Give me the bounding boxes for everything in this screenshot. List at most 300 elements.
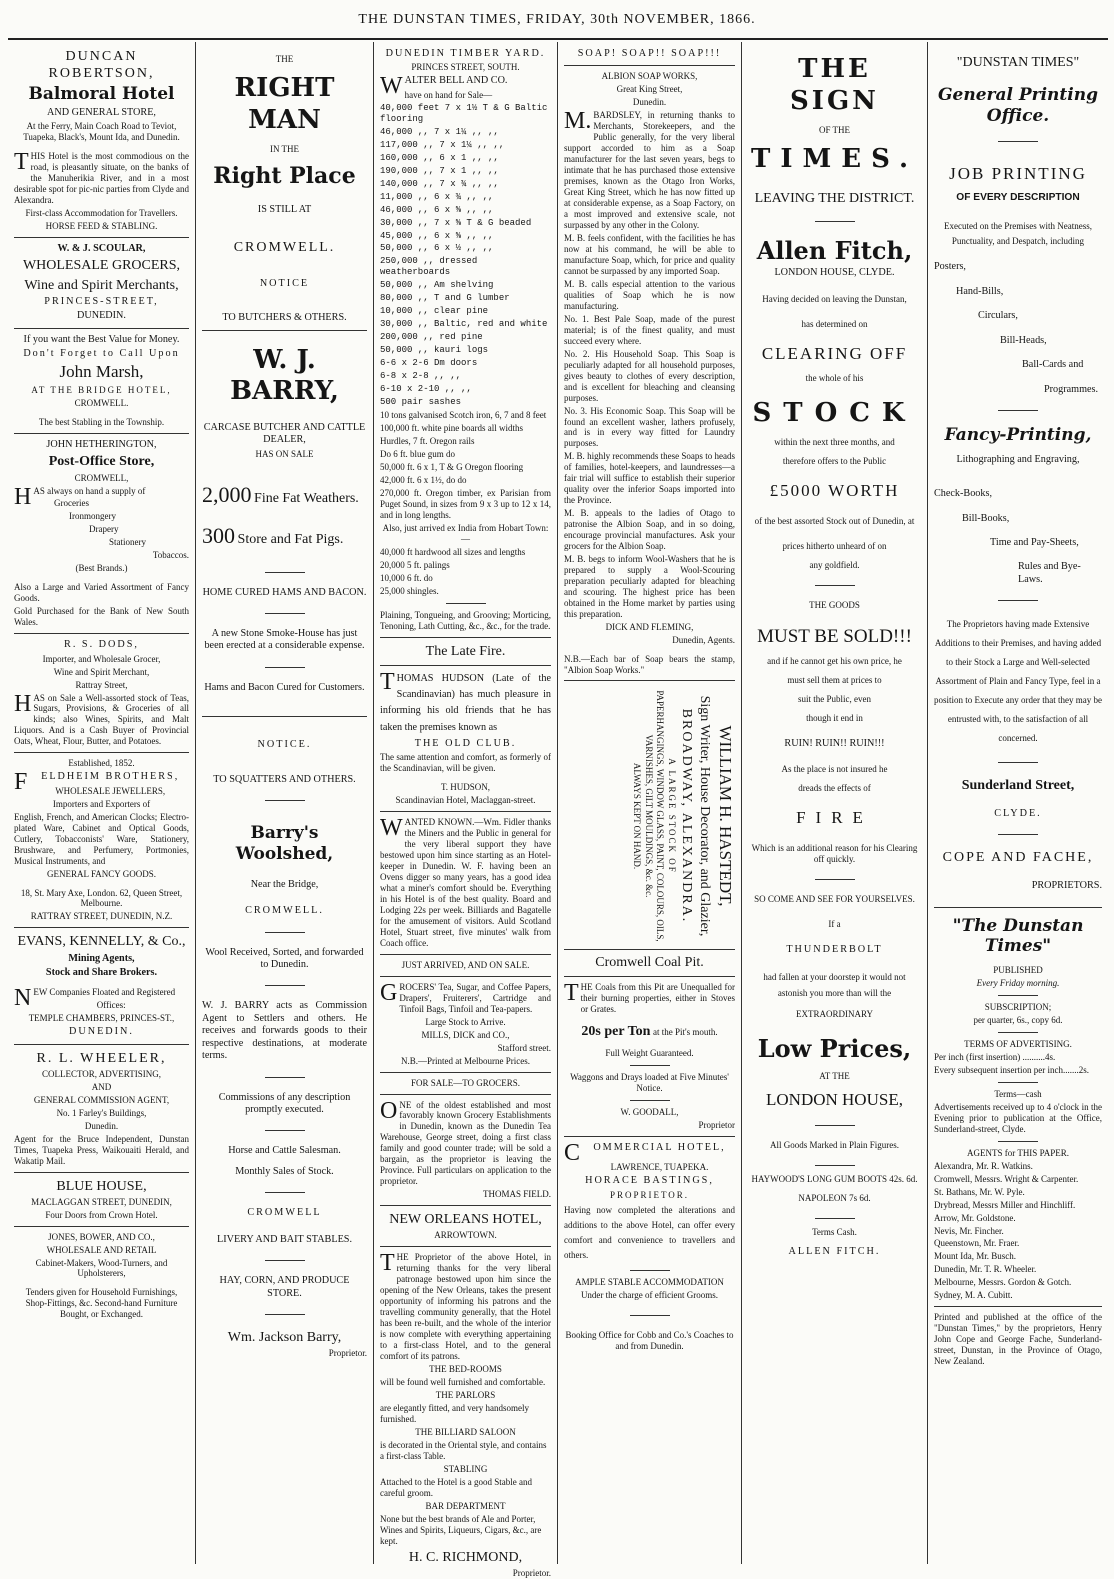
ad-line: RUIN! RUIN!! RUIN!!! (784, 737, 885, 749)
ad-heading: Balmoral Hotel (28, 84, 175, 105)
ad-soap (564, 48, 735, 676)
ad-subheading: BAR DEPARTMENT (425, 1500, 506, 1511)
ad-line: Large Stock to Arrive. (425, 1016, 506, 1027)
ad-line: AT THE BRIDGE HOTEL, (31, 385, 172, 396)
ad-line: Per inch (first insertion) ..........4s. (934, 1051, 1056, 1062)
column-4 (558, 42, 742, 1564)
ad-body: Hams and Bacon Cured for Customers. (204, 681, 365, 693)
list-item: Hand-Bills, (956, 285, 1004, 297)
ad-line: AND GENERAL STORE, (47, 106, 156, 118)
ad-line: Monthly Sales of Stock. (235, 1165, 334, 1177)
item: Store and Fat Pigs. (237, 531, 344, 547)
ad-line: PRINCES STREET, SOUTH. (411, 62, 520, 73)
ad-body: Do 6 ft. blue gum do (380, 448, 455, 459)
ad-item: Drapery (89, 524, 119, 535)
ad-body: English, French, and American Clocks; Electro-plated Ware, Cabinet and Optical Goods, Cutlery, Tobacconists' Ware, Stationery, Brushware, and Perfumery, Portmonies, Musical Instruments, and (14, 811, 189, 866)
ad-line: CROMWELL. (74, 398, 129, 409)
list-item: 46,000 ,, 6 x ⅝ ,, ,, (380, 204, 494, 215)
ad-body: Agent for the Bruce Independent, Dunstan Times, Tuapeka Press, Waikouaiti Herald, and Wakatip Mail. (14, 1133, 189, 1166)
ad-line: though it end in (806, 712, 863, 723)
column-rule (14, 237, 189, 238)
ad-heading: SOAP! SOAP!! SOAP!!! (577, 48, 722, 59)
ad-line: WHOLESALE AND RETAIL (46, 1244, 157, 1255)
list-item: 6-10 x 2-10 ,, ,, (380, 384, 472, 395)
ad-heading: THE SIGN (790, 54, 879, 116)
ad-body: Advertisements received up to 4 o'clock in the Evening prior to publication at the Office, Sunderland-street, Clyde. (934, 1101, 1102, 1134)
ad-line: (Best Brands.) (75, 563, 128, 574)
ad-line: CLYDE. (994, 807, 1042, 819)
list-item: Nevis, Mr. Fincher. (934, 1225, 1004, 1236)
list-item: 190,000 ,, 7 x 1 ,, ,, (380, 165, 499, 176)
ad-line: LEAVING THE DISTRICT. (754, 191, 915, 207)
list-item: 40,000 feet 7 x 1½ T & G Baltic flooring (380, 102, 548, 124)
ad-line: within the next three months, and (774, 437, 895, 448)
ad-line: N.B.—Printed at Melbourne Prices. (401, 1055, 530, 1066)
quantity: 2,000 (202, 481, 252, 507)
short-rule (265, 613, 305, 614)
short-rule (265, 1314, 305, 1315)
print-items (934, 261, 1102, 396)
ad-line: Horse and Cattle Salesman. (228, 1145, 341, 1157)
ad-line: The best Stabling in the Township. (38, 417, 165, 428)
ad-late-fire (380, 643, 551, 807)
book-items (934, 488, 1102, 586)
ad-heading: COMMERCIAL HOTEL, (564, 1139, 726, 1166)
ad-commercial (564, 1139, 735, 1352)
ad-line: Terms—cash (994, 1088, 1042, 1099)
ad-name: WILLIAM H. HASTEDT, (716, 725, 735, 907)
short-rule (815, 221, 855, 222)
column-rule (14, 1044, 189, 1045)
ad-line (202, 482, 367, 509)
ad-heading: £5000 WORTH (769, 481, 900, 501)
ad-line: prices hitherto unheard of on (782, 540, 887, 551)
ad-line: RATTRAY STREET, DUNEDIN, N.Z. (30, 911, 173, 922)
list-item: 117,000 ,, 7 x 1¼ ,, ,, (380, 139, 505, 150)
ad-name: John Marsh, (59, 362, 144, 382)
short-rule (998, 1141, 1038, 1142)
ad-line: AMPLE STABLE ACCOMMODATION (575, 1276, 724, 1287)
ad-line: Importer, and Wholesale Grocer, (42, 653, 161, 664)
ad-heading: JUST ARRIVED, AND ON SALE. (401, 959, 530, 970)
ad-line: Every subsequent insertion per inch.......2s. (934, 1064, 1089, 1075)
ad-body: None but the best brands of Ale and Porter, Wines and Spirits, Liqueurs, Cigars, &c., are kept. (380, 1513, 542, 1546)
ad-signature: T. HUDSON, (440, 782, 491, 793)
ad-line: COPE AND FACHE, (942, 850, 1094, 866)
ad-line: Proprietor. (512, 1567, 551, 1578)
ad-line: Dunedin, Agents. (672, 634, 735, 645)
ad-heading: The Late Fire. (425, 643, 506, 659)
ad-signature: W. GOODALL, (620, 1106, 679, 1117)
price-note: at the Pit's mouth. (652, 1026, 718, 1037)
ad-line: Established, 1852. (68, 758, 135, 769)
ad-line: have on hand for Sale— (404, 89, 493, 100)
ad-just-arrived (380, 960, 551, 1067)
list-item: Programmes. (1044, 383, 1099, 395)
ad-heading: Low Prices, (757, 1033, 912, 1063)
ad-line: Every Friday morning. (976, 978, 1060, 988)
short-rule (815, 1218, 855, 1219)
ad-for-sale (380, 1078, 551, 1201)
ad-name: HORACE BASTINGS, (585, 1175, 714, 1187)
list-item: Bill-Heads, (1000, 334, 1047, 346)
ad-heading: Post-Office Store, (48, 454, 155, 470)
ad-line: Full Weight Guaranteed. (605, 1047, 694, 1058)
ad-line: WHOLESALE GROCERS, (22, 258, 181, 274)
list-item: Melbourne, Messrs. Gordon & Gotch. (934, 1277, 1072, 1288)
ad-line: Offices: (96, 1000, 126, 1011)
list-item: Arrow, Mr. Goldstone. (934, 1212, 1016, 1223)
ad-body: had fallen at your doorstep it would not astonish you more than will the (763, 972, 906, 998)
ad-heading: THUNDERBOLT (786, 943, 883, 955)
ad-name: W. J. BARRY, (230, 344, 339, 407)
column-rule (934, 1306, 1102, 1307)
ad-line: LAWRENCE, TUAPEKA. (610, 1162, 709, 1173)
ad-heading: DUNEDIN TIMBER YARD. (385, 48, 546, 59)
ad-subheading: THE BED-ROOMS (429, 1363, 502, 1374)
short-rule (630, 1270, 670, 1271)
column-rule (380, 1205, 551, 1206)
ad-timber (380, 48, 551, 632)
columns (8, 42, 1108, 1578)
ad-line: CROMWELL. (245, 905, 324, 917)
ad-body: 100,000 ft. white pine boards all widths (380, 423, 523, 434)
ad-line: SO COME AND SEE FOR YOURSELVES. (754, 893, 915, 904)
ad-body: Plaining, Tongueing, and Grooving; Morticing, Tenoning, Lath Cutting, &c., &c., for the trade. (380, 609, 551, 631)
ad-line: ALBION SOAP WORKS, (601, 71, 698, 82)
masthead: THE DUNSTAN TIMES, FRIDAY, 30th NOVEMBER, 1866. (358, 12, 756, 27)
ad-line: If a (828, 918, 841, 929)
ad-heading: FOR SALE—TO GROCERS. (410, 1077, 521, 1088)
ad-line: First-class Accommodation for Travellers. (25, 208, 178, 219)
ad-body: 10,000 6 ft. do (380, 572, 433, 583)
ad-signature: ALLEN FITCH. (788, 1245, 881, 1257)
ad-line: DUNEDIN. (77, 310, 126, 322)
column-rule (202, 330, 367, 331)
ad-line: Wine and Spirit Merchant, (53, 666, 150, 677)
ad-line: PRINCES-STREET, (44, 295, 159, 307)
ad-line: THE OLD CLUB. (414, 737, 517, 749)
ad-line: must sell them at prices to (787, 674, 882, 685)
ad-line: CARCASE BUTCHER AND CATTLE DEALER, (203, 422, 366, 446)
ad-line: MACLAGGAN STREET, DUNEDIN, (31, 1196, 172, 1207)
ad-line: GENERAL FANCY GOODS. (47, 868, 156, 879)
ad-name: R. L. WHEELER, (36, 1050, 167, 1066)
ad-line: of the best assorted Stock out of Dunedin, at (754, 515, 915, 526)
ad-line: HOME CURED HAMS AND BACON. (202, 586, 367, 598)
ad-wanted-known: WANTED KNOWN.—Wm. Fidler thanks the Miners and the Public in general for the very liberal support they have bestowed upon him since starting as an Hotel-keeper in Dunedin. W. F. having been an Ovens digger so many years, has a good idea what a miner's comfort should be. Everything in his Hotel is of the best quality. Board and Lodging 22s per week. Billiards and Bagatelle for the amusement of visitors. Auld Scotland Hotel, Stuart street, five minutes' walk from Coach office. (380, 815, 551, 948)
column-rule (14, 927, 189, 928)
short-rule (998, 600, 1038, 601)
ad-body: Which is an additional reason for his Clearing off quickly. (751, 842, 918, 864)
ad-body: M. B. calls especial attention to the various qualities of Soap which he is now manufacturing. (564, 278, 735, 311)
ad-line: PROPRIETOR. (609, 1189, 690, 1200)
ad-line: Having decided on leaving the Dunstan, (762, 293, 907, 304)
short-rule (815, 879, 855, 880)
ad-line: Dunedin. (84, 1120, 119, 1131)
ad-line: No. 1 Farley's Buildings, (56, 1107, 147, 1118)
ad-name: BLUE HOUSE, (56, 1178, 147, 1194)
ad-line: Wine and Spirit Merchants, (24, 277, 179, 293)
ad-line: Mining Agents, (68, 952, 135, 964)
list-item: Drybread, Messrs Miller and Hinchliff. (934, 1199, 1076, 1210)
ad-line (564, 1023, 735, 1040)
column-rule (564, 1136, 735, 1137)
list-item: 80,000 ,, T and G lumber (380, 293, 510, 304)
ad-line: LIVERY AND BAIT STABLES. (216, 1233, 353, 1245)
ad-body: 20,000 5 ft. palings (380, 559, 450, 570)
ad-line: CROMWELL. (233, 239, 336, 255)
short-rule (630, 1100, 670, 1101)
ad-body: THE Coals from this Pit are Unequalled for their burning properties, either in Stoves or Grates. (564, 979, 735, 1014)
short-rule (998, 1032, 1038, 1033)
short-rule (265, 1192, 305, 1193)
list-item: 500 pair sashes (380, 397, 462, 408)
short-rule (998, 762, 1038, 763)
ad-line: ARROWTOWN. (434, 1230, 497, 1241)
ad-item: Tobaccos. (152, 550, 189, 561)
ad-line: DUNEDIN. (69, 1026, 134, 1038)
ad-body: Booking Office for Cobb and Co.'s Coaches to and from Dunedin. (565, 1329, 734, 1351)
ad-hastedt (564, 680, 735, 950)
ad-scoular (14, 243, 189, 322)
ad-body: N.B.—Each bar of Soap bears the stamp, "Albion Soap Works." (564, 653, 735, 675)
list-item: 6-8 x 2-8 ,, ,, (380, 371, 462, 382)
ad-name: WALTER BELL AND CO. (380, 73, 508, 100)
ad-line: If you want the Best Value for Money. (23, 333, 180, 345)
column-1 (8, 42, 196, 1564)
ad-line: NOTICE. (257, 739, 312, 751)
ad-line (202, 523, 367, 550)
list-item: Rules and Bye-Laws. (1018, 561, 1081, 585)
ad-body: NEW Companies Floated and Registered (14, 985, 176, 1012)
ad-line: HAS ON SALE (255, 448, 314, 459)
ad-line: PUBLISHED (993, 965, 1043, 976)
ad-line: THE GOODS (809, 599, 860, 610)
column-rule (380, 665, 551, 666)
short-rule (630, 1065, 670, 1066)
item: Fine Fat Weathers. (254, 490, 359, 506)
ad-item: Stationery (109, 537, 146, 548)
list-item: 250,000 ,, dressed weatherboards (380, 256, 478, 278)
short-rule (815, 1125, 855, 1126)
ad-line: All Goods Marked in Plain Figures. (770, 1139, 899, 1150)
ad-line: CROMWELL, (74, 472, 129, 483)
ad-heading: Cromwell Coal Pit. (595, 954, 704, 970)
ad-line: Stock and Share Brokers. (45, 966, 158, 978)
ad-name: FELDHEIM BROTHERS, (14, 769, 180, 796)
ad-body: 50,000 ft. 6 x 1, T & G Oregon flooring (380, 461, 524, 472)
ad-robertson (14, 48, 189, 232)
ad-body: Gold Purchased for the Bank of New South Wales. (14, 606, 189, 628)
list-item: 45,000 ,, 6 x ⅝ ,, ,, (380, 230, 494, 241)
ad-line: HAYWOOD'S LONG GUM BOOTS 42s. 6d. (751, 1173, 918, 1184)
ad-line: and if he cannot get his own price, he (767, 655, 902, 666)
ad-hetherington (14, 439, 189, 628)
ad-line: Rattray Street, (75, 679, 128, 690)
ad-heading: LONDON HOUSE, (766, 1090, 903, 1110)
short-rule (265, 667, 305, 668)
ad-wheeler (14, 1050, 189, 1167)
ad-line: Near the Bridge, (250, 878, 319, 890)
masthead-rule (8, 38, 1108, 40)
ad-body: M. B. highly recommends these Soaps to heads of families, hotel-keepers, and laundresses—a fair trial will suffice to establish their superior quality over the inferior Soaps imported into the Province. (564, 451, 735, 506)
ad-heading: General Printing Office. (938, 85, 1098, 126)
ad-heading: "The Dunstan Times" (952, 915, 1084, 957)
ad-line: dreads the effects of (798, 783, 871, 794)
list-item: Bill-Books, (962, 512, 1010, 524)
short-rule (998, 1082, 1038, 1083)
column-6 (928, 42, 1108, 1564)
list-item: Posters, (934, 261, 966, 273)
list-item: 6-6 x 2-6 Dm doors (380, 358, 478, 369)
short-rule (265, 1260, 305, 1261)
ad-line: GENERAL COMMISSION AGENT, (33, 1094, 170, 1105)
list-item: 50,000 ,, Am shelving (380, 280, 494, 291)
ad-line: IN THE (269, 144, 300, 155)
ad-line: therefore offers to the Public (782, 456, 887, 467)
ad-bluehouse (14, 1178, 189, 1221)
column-rule (380, 1072, 551, 1073)
ad-line: per quarter, 6s., copy 6d. (973, 1014, 1063, 1025)
ad-line: IS STILL AT (257, 204, 312, 216)
ad-line: Proprietor (698, 1119, 735, 1130)
ad-heading: Fancy-Printing, (944, 424, 1092, 445)
ad-line: Scandinavian Hotel, Maclaggan-street. (395, 795, 536, 806)
column-rule (380, 1246, 551, 1247)
column-rule (934, 907, 1102, 908)
ad-line: WHOLESALE JEWELLERS, (55, 785, 166, 796)
ad-line: Sunderland Street, (961, 777, 1075, 793)
ad-heading: JOB PRINTING (949, 163, 1087, 183)
ad-coal (564, 954, 735, 1131)
ad-heading: Barry's Woolshed, (235, 823, 334, 864)
ad-signature: THOMAS FIELD. (482, 1189, 551, 1200)
ad-line: TO SQUATTERS AND OTHERS. (213, 773, 356, 785)
list-item: Ball-Cards and (1022, 359, 1084, 371)
ad-body: The Proprietors having made Extensive Additions to their Premises, and having added to their Stock a Large and Well-selected Assortment of Plain and Fancy Type, feel in a position to Execute any order that they may be entrusted with, to the satisfaction of all concerned. (934, 619, 1102, 743)
column-3 (374, 42, 558, 1578)
ad-line: Great King Street, (616, 84, 683, 95)
ad-line: ALWAYS KEPT ON HAND. (632, 762, 643, 869)
list-item: 50,000 ,, kauri logs (380, 345, 489, 356)
ad-line: Importers and Exporters of (52, 798, 151, 809)
column-rule (14, 752, 189, 753)
ad-body: Hurdles, 7 ft. Oregon rails (380, 436, 475, 446)
rotated-block (564, 685, 736, 947)
ad-signature: DICK AND FLEMING, (605, 621, 694, 632)
ad-name: JOHN HETHERINGTON, (46, 439, 157, 451)
list-item: Check-Books, (934, 488, 993, 500)
ad-line: Stafford street. (497, 1042, 551, 1053)
column-rule (380, 811, 551, 812)
timber-list (380, 103, 551, 408)
list-item: 11,000 ,, 6 x ¾ ,, ,, (380, 191, 494, 202)
ad-body: No. 1. Best Pale Soap, made of the purest material; is of the finest quality, and must succeed every where. (564, 313, 735, 346)
ad-body: The same attention and comfort, as formerly of the Scandinavian, will be given. (380, 752, 551, 774)
ad-body: Wool Received, Sorted, and forwarded to Dunedin. (205, 946, 364, 970)
short-rule (998, 410, 1038, 411)
ad-body: 42,000 ft. 6 x 1½, do do (380, 474, 467, 485)
ad-marsh (14, 334, 189, 429)
ad-body: is decorated in the Oriental style, and contains a first-class Table. (380, 1439, 547, 1461)
list-item: 46,000 ,, 7 x 1¼ ,, ,, (380, 126, 499, 137)
column-rule (380, 954, 551, 955)
ad-body: Commissions of any description promptly executed. (218, 1091, 351, 1115)
ad-name: Allen Fitch, (756, 236, 913, 266)
ad-item: Groceries (54, 498, 89, 509)
column-rule (14, 633, 189, 634)
ad-heading: CLEARING OFF (761, 343, 908, 363)
ad-line: TO BUTCHERS & OTHERS. (222, 312, 347, 324)
ad-name: EVANS, KENNELLY, & Co., (17, 934, 186, 950)
column-rule (380, 1094, 551, 1095)
short-rule (265, 932, 305, 933)
column-rule (380, 637, 551, 638)
column-rule (202, 716, 367, 717)
ad-line: PROPRIETORS. (1031, 880, 1102, 892)
ad-line: Don't Forget to Call Upon (23, 347, 180, 359)
ad-signature: MILLS, DICK and CO., (421, 1029, 510, 1040)
ad-body: 40,000 ft hardwood all sizes and lengths (380, 546, 526, 557)
ad-line: Proprietor. (328, 1348, 367, 1359)
ad-line: NOTICE (259, 277, 310, 289)
ad-body: No. 3. His Economic Soap. This Soap will be found an excellent washer, lathers profusely, and is in every way fitted for Laundry purposes. (564, 405, 735, 449)
ad-line: AND (91, 1081, 112, 1092)
ad-jones (14, 1232, 189, 1321)
ad-body: PAPERHANGINGS, WINDOW GLASS, PAINT, COLOURS, OILS, VARNISHES, GILT MOULDINGS, &c. &c. (644, 690, 666, 942)
ad-line: AGENTS for THIS PAPER. (966, 1147, 1069, 1158)
ad-body: Executed on the Premises with Neatness, Punctuality, and Despatch, including (944, 220, 1092, 247)
ad-line: As the place is not insured he (781, 764, 888, 775)
ad-body: W. J. BARRY acts as Commission Agent to Settlers and others. He receives and forwards goods to their respective destinations, at moderate terms. (202, 1000, 367, 1062)
ad-heading: TIMES. (750, 144, 918, 175)
short-rule (265, 1130, 305, 1131)
ad-line: NAPOLEON 7s 6d. (798, 1192, 871, 1203)
ad-heading: RIGHT MAN (234, 72, 335, 135)
ad-body: Having now completed the alterations and additions to the above Hotel, can offer every comfort and convenience to travellers and others. (564, 1204, 735, 1261)
list-item: 30,000 ,, Baltic, red and white (380, 319, 548, 330)
column-rule (380, 976, 551, 977)
ad-line: AT THE (819, 1071, 850, 1082)
list-item: 10,000 ,, clear pine (380, 306, 489, 317)
ad-body: are elegantly fitted, and very handsomely furnished. (380, 1402, 529, 1424)
column-rule (564, 65, 735, 66)
ad-body: ONE of the oldest established and most favorably known Grocery Establishments in Dunedin, known as the Dunedin Tea Warehouse, George street, doing a first class family and good counter trade; will be sold a bargain, as the proprietor is leaving the Province. Full particulars on application to the proprietor. (380, 1097, 551, 1187)
ad-line: Under the charge of efficient Grooms. (580, 1289, 719, 1300)
ad-evans (14, 933, 189, 1038)
ad-line: suit the Public, even (798, 693, 871, 704)
ad-heading: MUST BE SOLD!!! (757, 625, 912, 647)
column-rule (14, 328, 189, 329)
column-5 (742, 42, 928, 1564)
ad-line: any goldfield. (809, 559, 860, 570)
ad-body: 270,000 ft. Oregon timber, ex Parisian from Puget Sound, in sizes from 9 x 3 up to 12 x 14, and in long lengths. (380, 487, 551, 520)
short-rule (446, 603, 486, 604)
ad-heading: FIRE (796, 808, 873, 828)
ad-feldheim (14, 758, 189, 922)
short-rule (265, 800, 305, 801)
ad-name: DUNCAN ROBERTSON, (48, 49, 155, 82)
ad-subheading: THE BILLIARD SALOON (415, 1426, 516, 1437)
ad-heading: Right Place (213, 163, 356, 190)
ad-body: M. B. appeals to the ladies of Otago to patronise the Albion Soap, and in so doing, encourage provincial manufactures. Ask your grocers for the Albion Soap. (564, 508, 735, 552)
ad-line: Cabinet-Makers, Wood-Turners, and Upholsterers, (35, 1257, 168, 1279)
list-item: 30,000 ,, 7 x ⅝ T & G beaded (380, 217, 532, 228)
column-rule (14, 1226, 189, 1227)
ad-name: W. & J. SCOULAR, (57, 243, 146, 255)
agent-list (934, 1161, 1102, 1302)
